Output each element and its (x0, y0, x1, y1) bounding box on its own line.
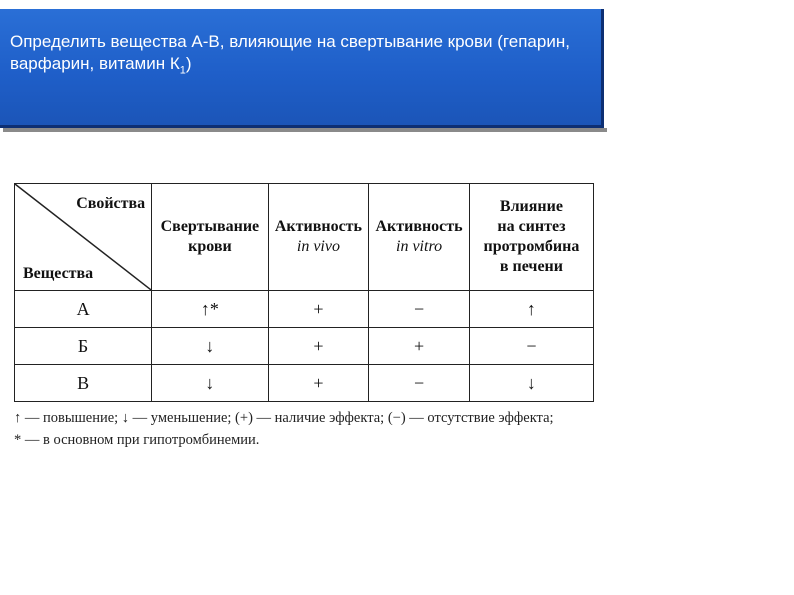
table-legend (14, 407, 604, 451)
substance-name: А (15, 291, 152, 328)
corner-label-substances: Вещества (23, 265, 94, 282)
table-header-row (15, 184, 594, 291)
header-activity-in-vitro: Активность in vitro (369, 184, 470, 291)
table-row (15, 328, 594, 365)
header-prothrombin-synthesis: Влияние на синтез протромбина в печени (469, 184, 593, 291)
properties-table (14, 183, 594, 402)
cell-coagulation: ↓ (152, 328, 268, 365)
cell-in-vitro: − (369, 365, 470, 402)
legend-line-1: ↑ — повышение; ↓ — уменьшение; (+) — наличие эффекта; (−) — отсутствие эффекта; (14, 410, 554, 426)
corner-cell (15, 184, 152, 291)
header-coagulation: Свертывание крови (152, 184, 268, 291)
table-row (15, 365, 594, 402)
cell-prothrombin: ↓ (469, 365, 593, 402)
substance-name: Б (15, 328, 152, 365)
header-activity-in-vivo: Активность in vivo (268, 184, 369, 291)
cell-prothrombin: ↑ (469, 291, 593, 328)
cell-coagulation: ↓ (152, 365, 268, 402)
cell-in-vivo: + (268, 328, 369, 365)
cell-in-vitro: − (369, 291, 470, 328)
banner-shadow (3, 128, 607, 132)
table-row (15, 291, 594, 328)
substance-name: В (15, 365, 152, 402)
cell-coagulation: ↑* (152, 291, 268, 328)
slide-title: Определить вещества А-В, влияющие на свертывание крови (гепарин, варфарин, витамин $К_1$) (10, 32, 570, 77)
cell-prothrombin: − (469, 328, 593, 365)
title-banner (0, 9, 604, 128)
cell-in-vitro: + (369, 328, 470, 365)
cell-in-vivo: + (268, 365, 369, 402)
cell-in-vivo: + (268, 291, 369, 328)
corner-label-properties: Свойства (76, 195, 146, 212)
legend-line-2: * — в основном при гипотромбинемии. (14, 432, 260, 448)
